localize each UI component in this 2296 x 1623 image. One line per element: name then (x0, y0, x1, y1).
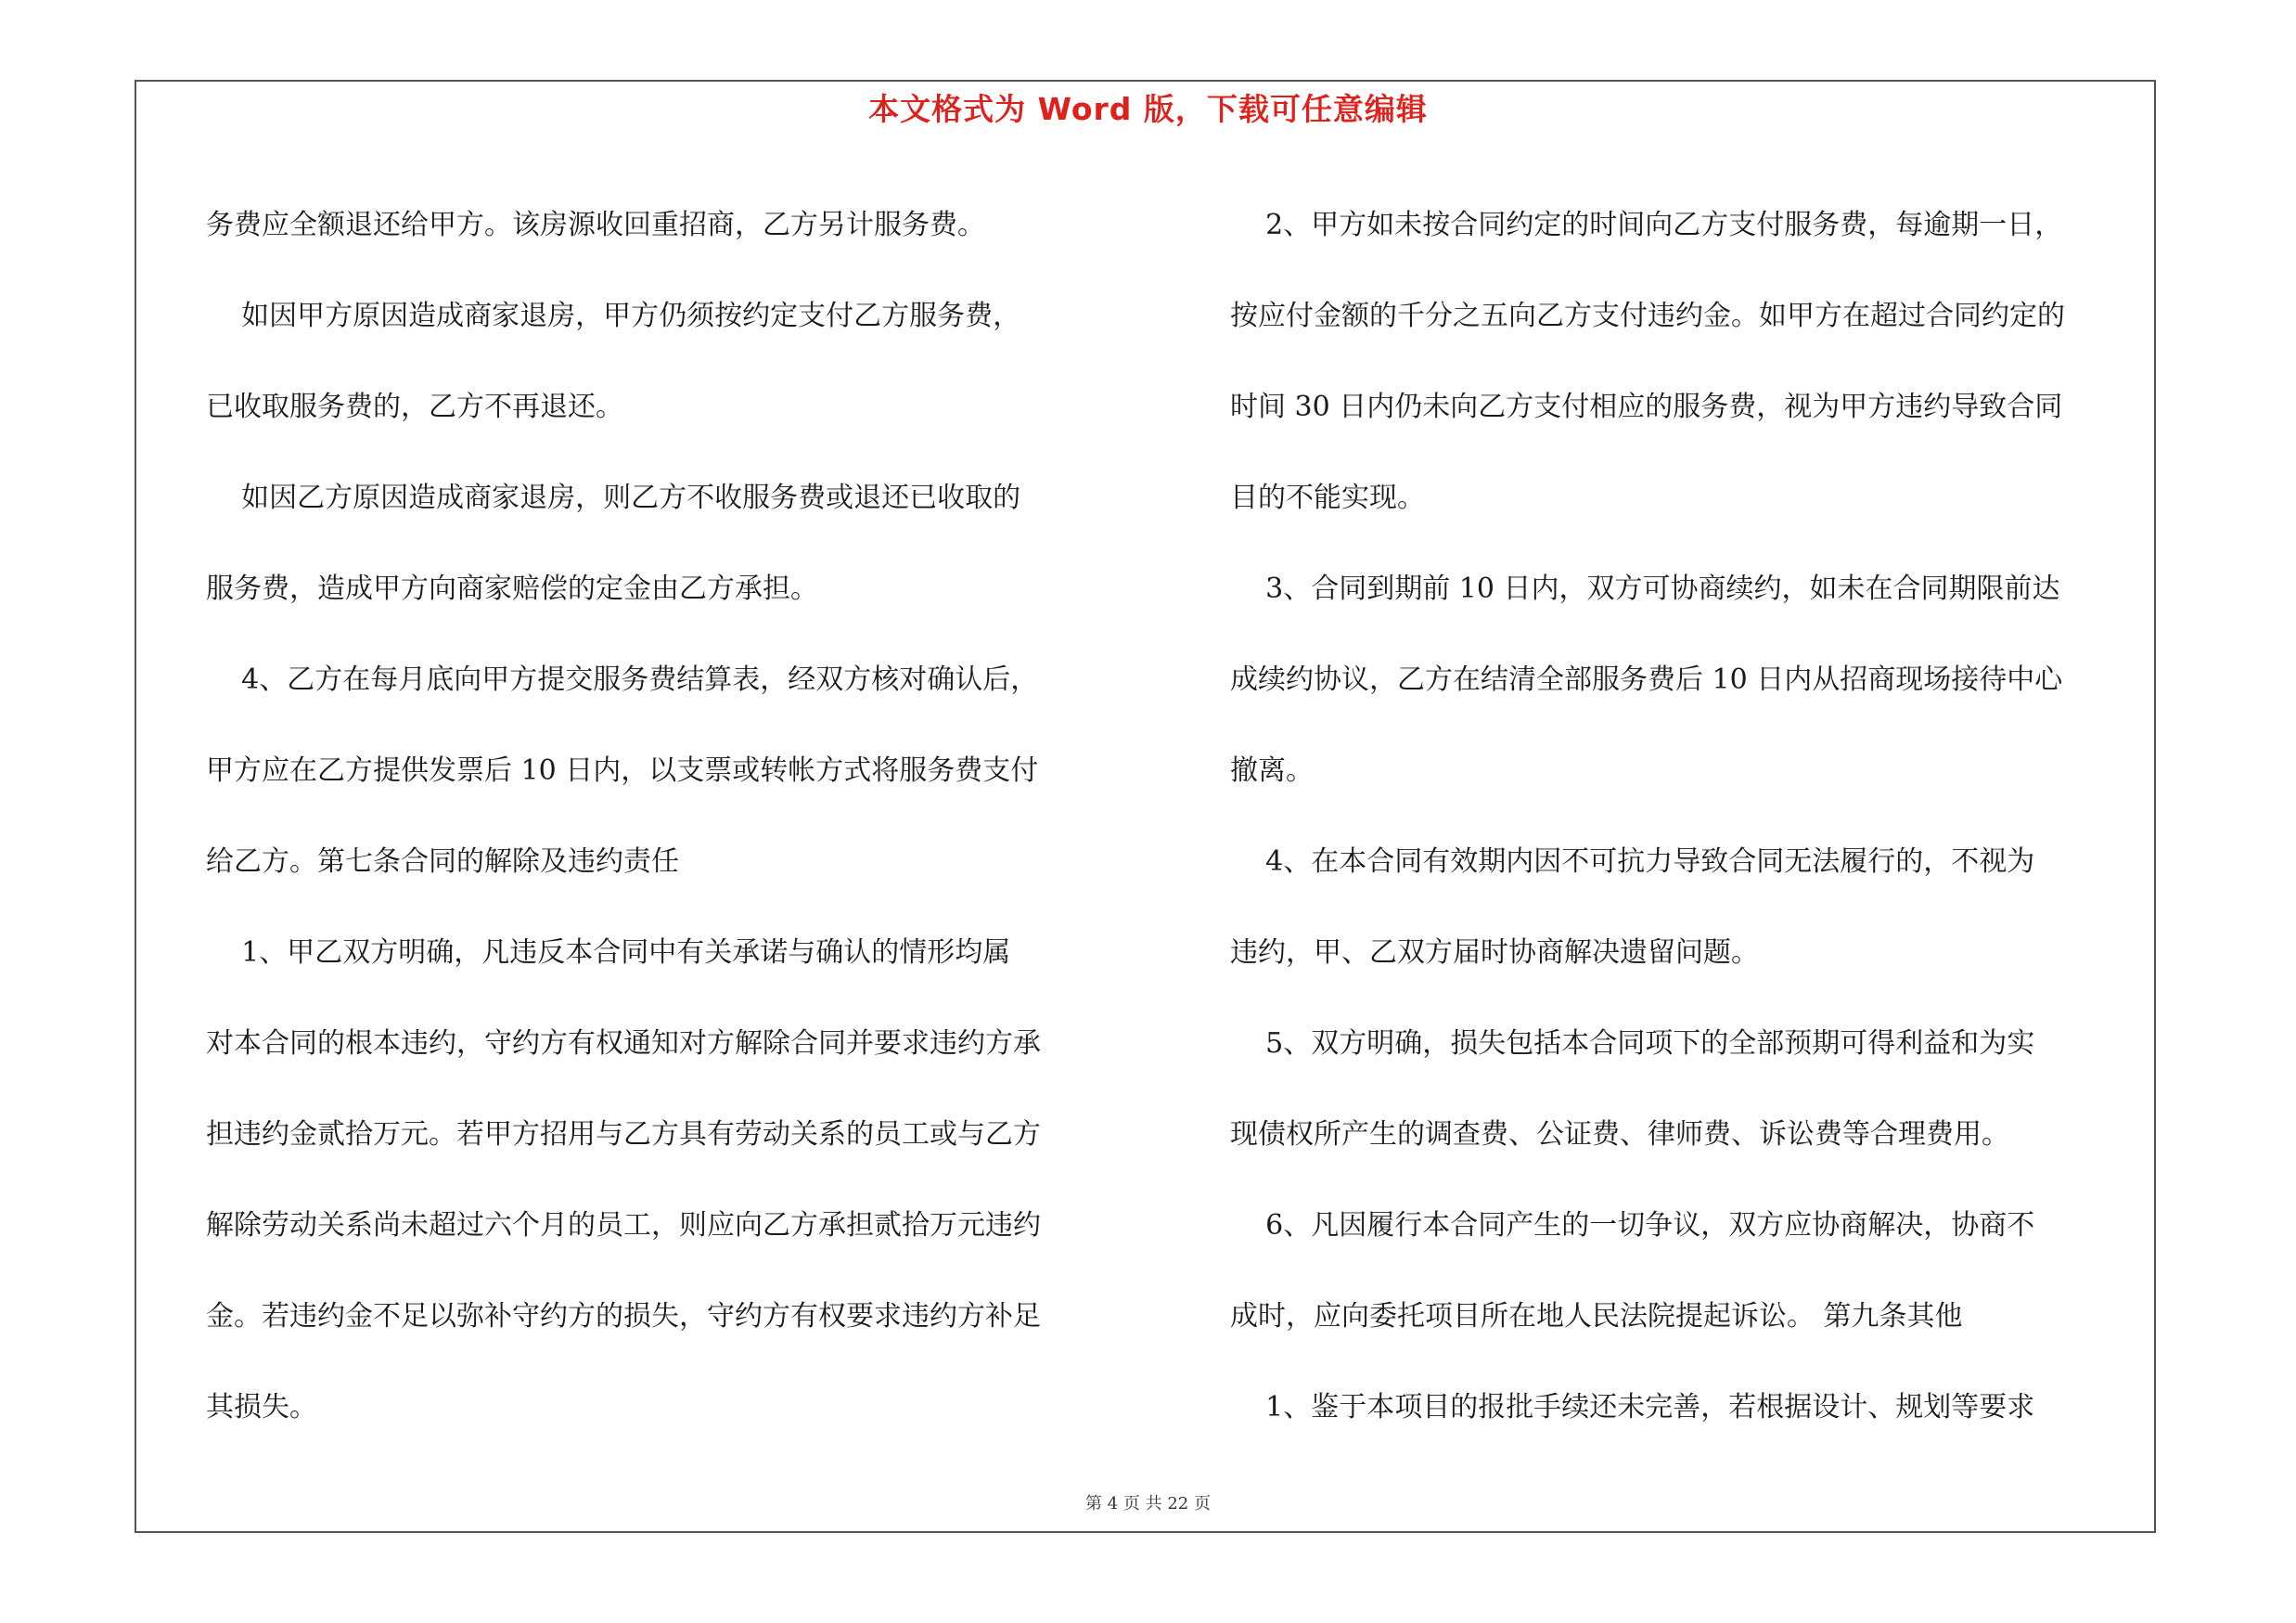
word-format-banner: 本文格式为 Word 版，下载可任意编辑 (868, 91, 1428, 127)
left-text-column (206, 180, 1124, 1453)
text-line: 撤离。 (1230, 754, 1314, 787)
text-line: 如因乙方原因造成商家退房，则乙方不收服务费或退还已收取的 (206, 482, 1021, 514)
text-line: 现债权所产生的调查费、公证费、律师费、诉讼费等合理费用。 (1230, 1118, 2009, 1151)
text-line: 服务费，造成甲方向商家赔偿的定金由乙方承担。 (206, 573, 818, 605)
right-text-column (1230, 180, 2148, 1453)
text-line: 4、乙方在每月底向甲方提交服务费结算表，经双方核对确认后， (206, 663, 1039, 696)
text-line: 时间 30 日内仍未向乙方支付相应的服务费，视为甲方违约导致合同 (1230, 391, 2063, 423)
text-line: 其损失。 (206, 1391, 317, 1423)
text-line: 1、鉴于本项目的报批手续还未完善，若根据设计、规划等要求 (1230, 1391, 2035, 1423)
text-line: 担违约金贰拾万元。若甲方招用与乙方具有劳动关系的员工或与乙方 (206, 1118, 1041, 1151)
text-line: 成续约协议，乙方在结清全部服务费后 10 日内从招商现场接待中心 (1230, 663, 2063, 696)
text-line: 甲方应在乙方提供发票后 10 日内，以支票或转帐方式将服务费支付 (206, 754, 1039, 787)
text-line: 违约，甲、乙双方届时协商解决遗留问题。 (1230, 936, 1759, 969)
text-line: 金。若违约金不足以弥补守约方的损失，守约方有权要求违约方补足 (206, 1300, 1041, 1333)
text-line: 4、在本合同有效期内因不可抗力导致合同无法履行的，不视为 (1230, 845, 2035, 878)
text-line: 对本合同的根本违约，守约方有权通知对方解除合同并要求违约方承 (206, 1027, 1041, 1060)
page-number-footer: 第 4 页 共 22 页 (1085, 1494, 1211, 1514)
text-line: 成时，应向委托项目所在地人民法院提起诉讼。 第九条其他 (1230, 1300, 1963, 1333)
text-line: 务费应全额退还给甲方。该房源收回重招商，乙方另计服务费。 (206, 209, 985, 241)
text-line: 给乙方。第七条合同的解除及违约责任 (206, 845, 679, 878)
text-line: 1、甲乙双方明确，凡违反本合同中有关承诺与确认的情形均属 (206, 936, 1011, 969)
text-line: 解除劳动关系尚未超过六个月的员工，则应向乙方承担贰拾万元违约 (206, 1209, 1041, 1242)
text-line: 3、合同到期前 10 日内，双方可协商续约，如未在合同期限前达 (1230, 573, 2060, 605)
text-line: 6、凡因履行本合同产生的一切争议，双方应协商解决，协商不 (1230, 1209, 2035, 1242)
text-line: 5、双方明确，损失包括本合同项下的全部预期可得利益和为实 (1230, 1027, 2035, 1060)
text-line: 目的不能实现。 (1230, 482, 1425, 514)
text-line: 如因甲方原因造成商家退房，甲方仍须按约定支付乙方服务费， (206, 300, 1021, 332)
text-line: 2、甲方如未按合同约定的时间向乙方支付服务费，每逾期一日， (1230, 209, 2063, 241)
text-line: 按应付金额的千分之五向乙方支付违约金。如甲方在超过合同约定的 (1230, 300, 2065, 332)
text-line: 已收取服务费的，乙方不再退还。 (206, 391, 623, 423)
